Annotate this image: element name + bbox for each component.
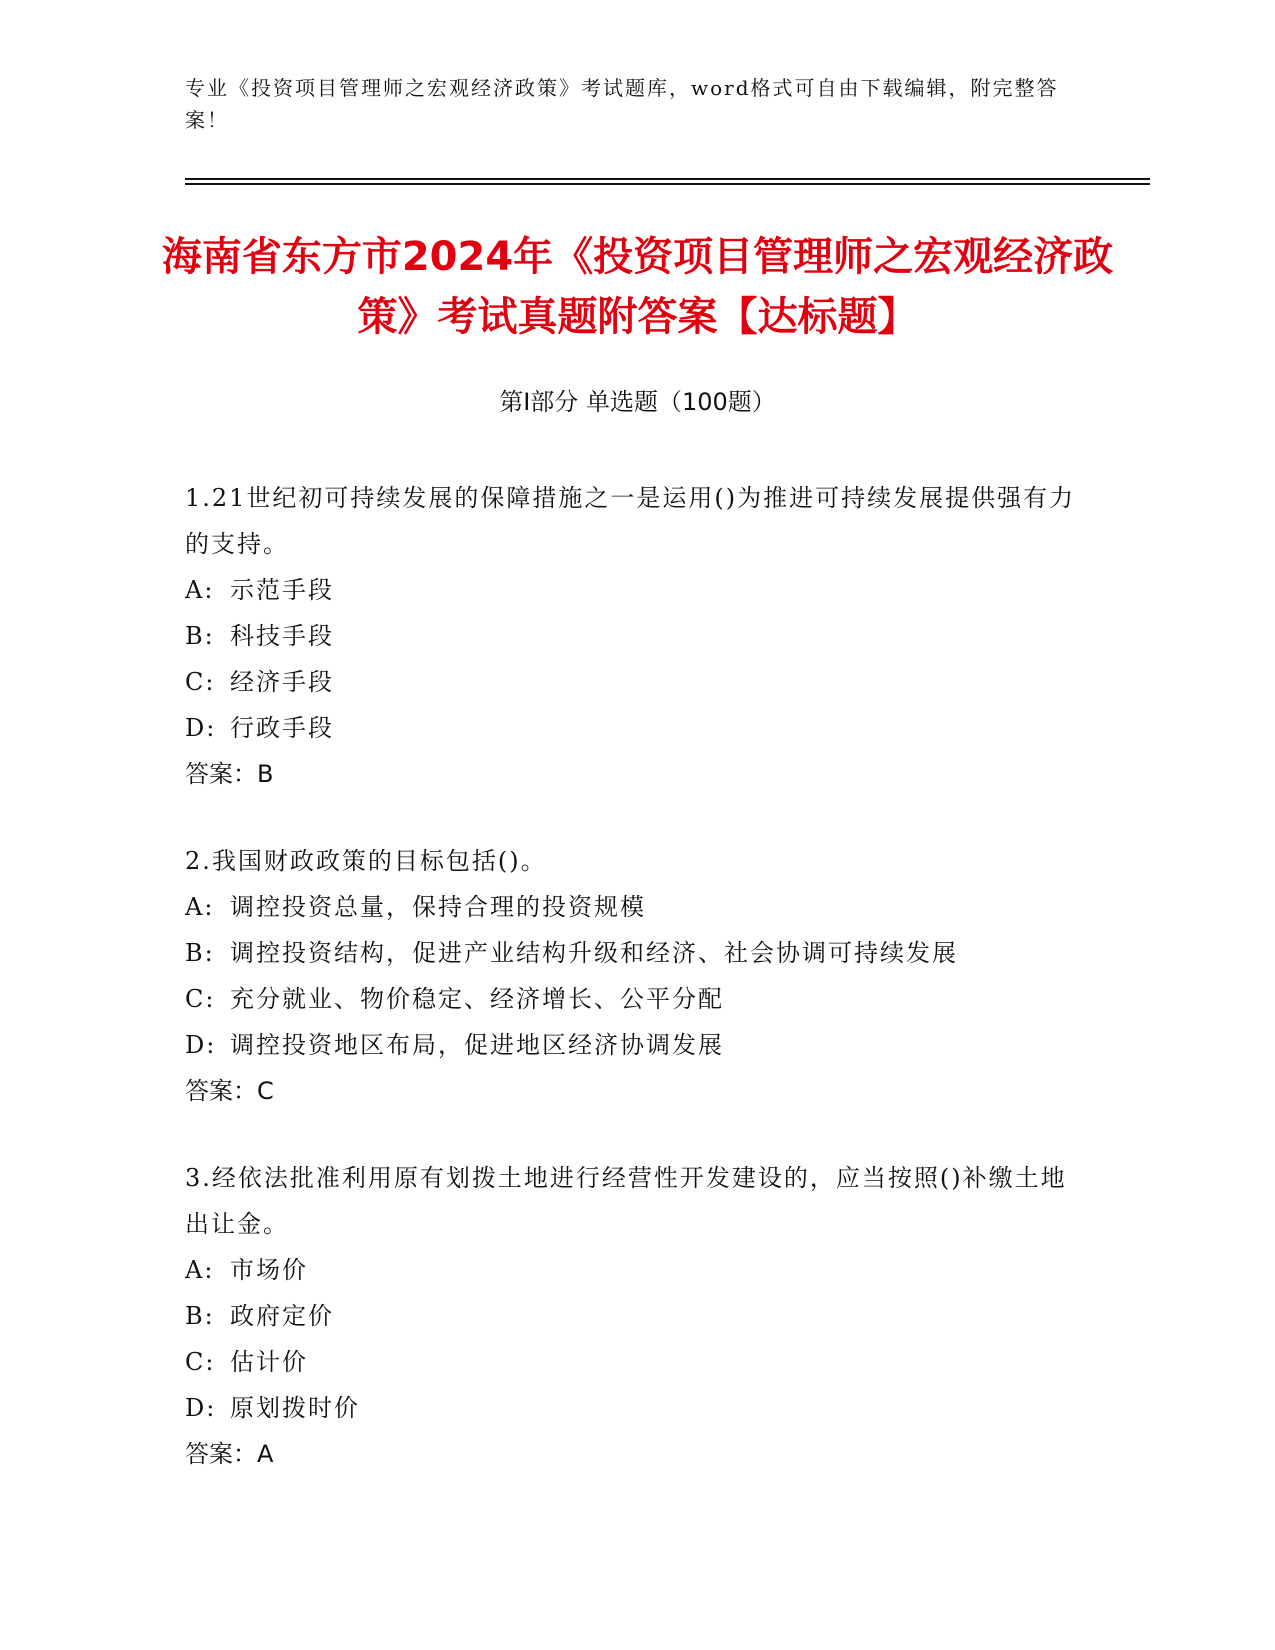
option-letter: D: — [185, 714, 217, 742]
document-title: 海南省东方市2024年《投资项目管理师之宏观经济政策》考试真题附答案【达标题】 — [161, 234, 1114, 340]
question-option-d — [185, 705, 1085, 751]
option-letter: A: — [185, 893, 215, 921]
option-letter: B: — [185, 1302, 215, 1330]
option-letter: C: — [185, 668, 216, 696]
question-stem: 1.21世纪初可持续发展的保障措施之一是运用()为推进可持续发展提供强有力的支持。 — [185, 484, 1076, 558]
option-text: 充分就业、物价稳定、经济增长、公平分配 — [230, 985, 724, 1013]
option-text: 调控投资总量，保持合理的投资规模 — [230, 893, 646, 921]
question-3 — [185, 1155, 1085, 1477]
question-option-a — [185, 1247, 1085, 1293]
question-option-b — [185, 1293, 1085, 1339]
option-text: 调控投资地区布局，促进地区经济协调发展 — [230, 1031, 724, 1059]
section-heading: 第Ⅰ部分 单选题（100题） — [499, 388, 776, 416]
question-option-a — [185, 884, 1085, 930]
option-letter: D: — [185, 1394, 217, 1422]
option-letter: C: — [185, 1348, 216, 1376]
question-stem: 3.经依法批准利用原有划拨土地进行经营性开发建设的，应当按照()补缴土地出让金。 — [185, 1164, 1067, 1238]
option-text: 经济手段 — [230, 668, 334, 696]
question-1 — [185, 475, 1085, 797]
question-option-c — [185, 1339, 1085, 1385]
question-list — [185, 475, 1085, 1518]
option-letter: D: — [185, 1031, 217, 1059]
question-stem: 2.我国财政政策的目标包括()。 — [185, 847, 547, 875]
question-answer: 答案：C — [185, 1077, 274, 1105]
option-text: 调控投资结构，促进产业结构升级和经济、社会协调可持续发展 — [230, 939, 958, 967]
question-option-c — [185, 976, 1085, 1022]
option-letter: A: — [185, 576, 215, 604]
option-letter: C: — [185, 985, 216, 1013]
question-option-a — [185, 567, 1085, 613]
option-letter: A: — [185, 1256, 215, 1284]
option-text: 原划拨时价 — [230, 1394, 360, 1422]
question-option-d — [185, 1022, 1085, 1068]
question-2 — [185, 838, 1085, 1114]
header-divider-bottom — [185, 183, 1150, 185]
option-letter: B: — [185, 622, 215, 650]
option-text: 科技手段 — [230, 622, 334, 650]
question-option-b — [185, 613, 1085, 659]
option-text: 政府定价 — [230, 1302, 334, 1330]
option-text: 行政手段 — [230, 714, 334, 742]
option-text: 市场价 — [230, 1256, 308, 1284]
option-text: 示范手段 — [230, 576, 334, 604]
option-text: 估计价 — [230, 1348, 308, 1376]
question-option-c — [185, 659, 1085, 705]
question-answer: 答案：B — [185, 760, 274, 788]
intro-text: 专业《投资项目管理师之宏观经济政策》考试题库，word格式可自由下载编辑，附完整答案！ — [185, 76, 1059, 132]
question-answer: 答案：A — [185, 1440, 274, 1468]
question-option-b — [185, 930, 1085, 976]
header-divider-top — [185, 178, 1150, 180]
option-letter: B: — [185, 939, 215, 967]
question-option-d — [185, 1385, 1085, 1431]
